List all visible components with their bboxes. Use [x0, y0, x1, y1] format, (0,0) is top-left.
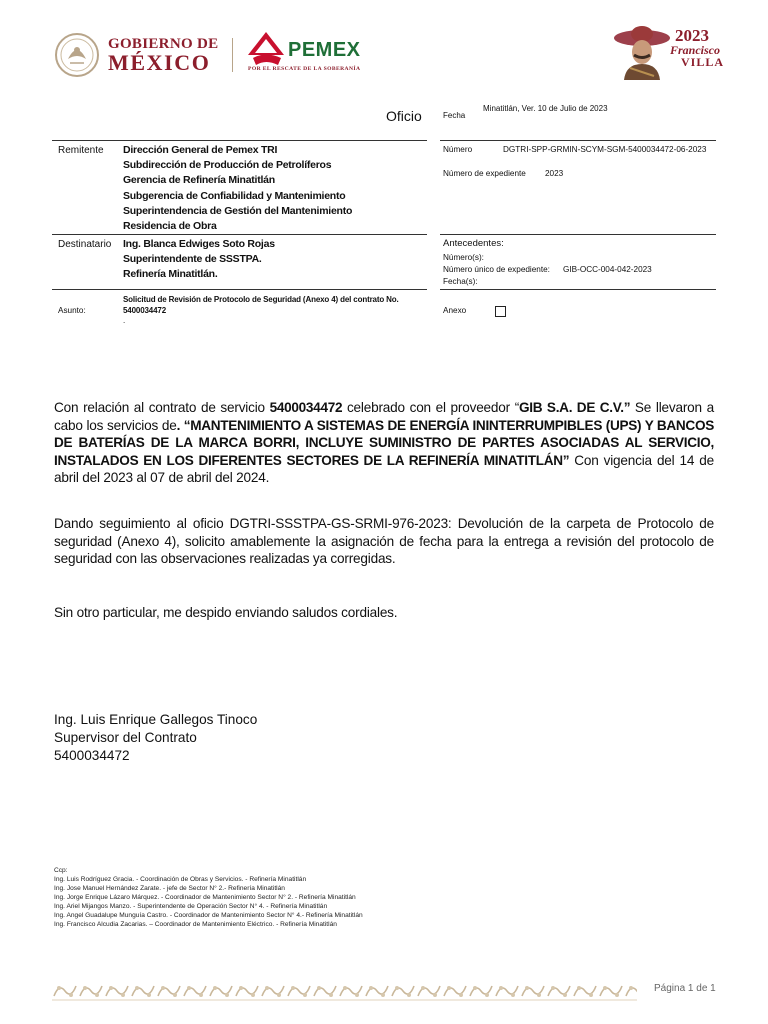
anexo-label: Anexo [443, 306, 467, 315]
asunto-line: Solicitud de Revisión de Protocolo de Seguridad (Anexo 4) del contrato No. [123, 295, 399, 304]
p1-text-b: celebrado con el proveedor “ [342, 400, 520, 415]
remitente-line: Subgerencia de Confiabilidad y Mantenimiento [123, 189, 346, 202]
rule-right-1 [440, 140, 716, 141]
villa-name-last: VILLA [681, 55, 725, 69]
ccp-label: Ccp: [54, 867, 68, 874]
fechas-label: Fecha(s): [443, 277, 478, 286]
remitente-label: Remitente [58, 145, 104, 156]
villa-name-first: Francisco [670, 43, 721, 57]
fecha-label: Fecha [443, 111, 466, 120]
unico-expediente-value: GIB-OCC-004-042-2023 [563, 265, 652, 274]
remitente-line: Dirección General de Pemex TRI [123, 144, 278, 156]
fecha-value: Minatitlán, Ver. 10 de Julio de 2023 [483, 104, 608, 113]
remitente-line: Subdirección de Producción de Petrolíferos [123, 159, 332, 172]
rule-right-3 [440, 289, 716, 290]
asunto-label: Asunto: [58, 306, 86, 315]
ccp-line: Ing. Jose Manuel Hernández Zarate. - jefe de Sector N° 2.- Refinería Minatitlán [54, 885, 285, 892]
signature-block [54, 711, 257, 765]
asunto-line: . [123, 316, 126, 325]
paragraph-contract [54, 399, 714, 487]
expediente-value: 2023 [545, 169, 564, 178]
service-description: . “MANTENIMIENTO A SISTEMAS DE ENERGÍA ININTERRUMPIBLES (UPS) Y BANCOS DE BATERÍAS DE LA MARCA BORRI, INCLUYE SUMINISTRO DE PARTES ASOCIADAS AL SERVICIO, INSTALADOS EN LOS DIFERENTES SECTORES DE LA REFINERÍA MINATITLÁN” [54, 417, 714, 468]
gobierno-de-text: GOBIERNO DE [108, 36, 219, 52]
signer-name: Ing. Luis Enrique Gallegos Tinoco [54, 712, 258, 727]
unico-expediente-label: Número único de expediente: [443, 265, 550, 274]
destinatario-block [123, 237, 275, 282]
contract-number: 5400034472 [269, 400, 343, 415]
destinatario-line: Ing. Blanca Edwiges Soto Rojas [123, 238, 275, 250]
destinatario-label: Destinatario [58, 239, 112, 250]
destinatario-line: Superintendente de SSSTPA. [123, 253, 262, 265]
p1-text-c: Se llevaron a cabo los servicios de [54, 400, 714, 433]
rule-left-2 [52, 234, 427, 235]
francisco-villa-portrait-logo [612, 22, 672, 80]
villa-year: 2023 [675, 26, 709, 45]
ccp-block [54, 866, 363, 929]
antecedentes-label: Antecedentes: [443, 238, 504, 249]
footer-ornament [52, 980, 637, 1002]
remitente-line: Gerencia de Refinería Minatitlán [123, 174, 275, 187]
rule-right-2 [440, 234, 716, 235]
rule-left-1 [52, 140, 427, 141]
p1-text-a: Con relación al contrato de servicio [54, 400, 270, 415]
ccp-line: Ing. Ariel Mijangos Manzo. - Superintendente de Operación Sector N° 4. - Refinería Minatitlán [54, 903, 328, 910]
provider-name: GIB S.A. DE C.V.” [519, 400, 631, 415]
expediente-label: Número de expediente [443, 169, 526, 178]
numero-label: Número [443, 145, 473, 154]
ccp-line: Ing. Angel Guadalupe Munguía Castro. - Coordinador de Mantenimiento Sector N° 4.- Refinería Minatitlán [54, 912, 363, 919]
destinatario-line: Refinería Minatitlán. [123, 268, 218, 280]
paragraph-followup: Dando seguimiento al oficio DGTRI-SSSTPA-GS-SRMI-976-2023: Devolución de la carpeta de Protocolo de seguridad (Anexo 4), solicito amablemente la asignación de fecha para la entrega a revisión del protocolo de seguridad con las observaciones realizadas ya corregidas. [54, 516, 714, 567]
page-number: Página 1 de 1 [654, 983, 716, 994]
anexo-checkbox[interactable] [495, 306, 506, 317]
ccp-line: Ing. Luis Rodríguez Gracia. - Coordinación de Obras y Servicios. - Refinería Minatitlán [54, 876, 307, 883]
numeros-label: Número(s): [443, 253, 484, 262]
remitente-line: Residencia de Obra [123, 220, 217, 233]
asunto-block [123, 295, 423, 327]
ccp-line: Ing. Francisco Alcudia Zacarias. – Coordinador de Mantenimiento Eléctrico. - Refinería Minatitlán [54, 921, 337, 928]
paragraph-closing: Sin otro particular, me despido enviando saludos cordiales. [54, 605, 398, 620]
asunto-line: 5400034472 [123, 305, 166, 315]
rule-left-3 [52, 289, 427, 290]
numero-value: DGTRI-SPP-GRMIN-SCYM-SGM-5400034472-06-2023 [503, 145, 707, 154]
ccp-line: Ing. Jorge Enrique Lázaro Márquez. - Coordinador de Mantenimiento Sector N° 2. - Refinería Minatitlán [54, 894, 356, 901]
pemex-tagline: POR EL RESCATE DE LA SOBERANÍA [248, 66, 361, 72]
signer-contract: 5400034472 [54, 748, 130, 763]
pemex-wordmark: PEMEX [288, 39, 361, 61]
signer-title: Supervisor del Contrato [54, 730, 197, 745]
mexico-text: MÉXICO [108, 50, 211, 75]
remitente-block [123, 143, 352, 234]
logo-divider [232, 38, 233, 72]
p1-text-d: Con vigencia del 14 de abril del 2023 al 07 de abril del 2024. [54, 452, 714, 486]
remitente-line: Superintendencia de Gestión del Mantenimiento [123, 204, 353, 217]
mexico-seal-logo [54, 29, 100, 81]
oficio-label: Oficio [386, 108, 422, 124]
pemex-eagle-logo [247, 31, 285, 67]
